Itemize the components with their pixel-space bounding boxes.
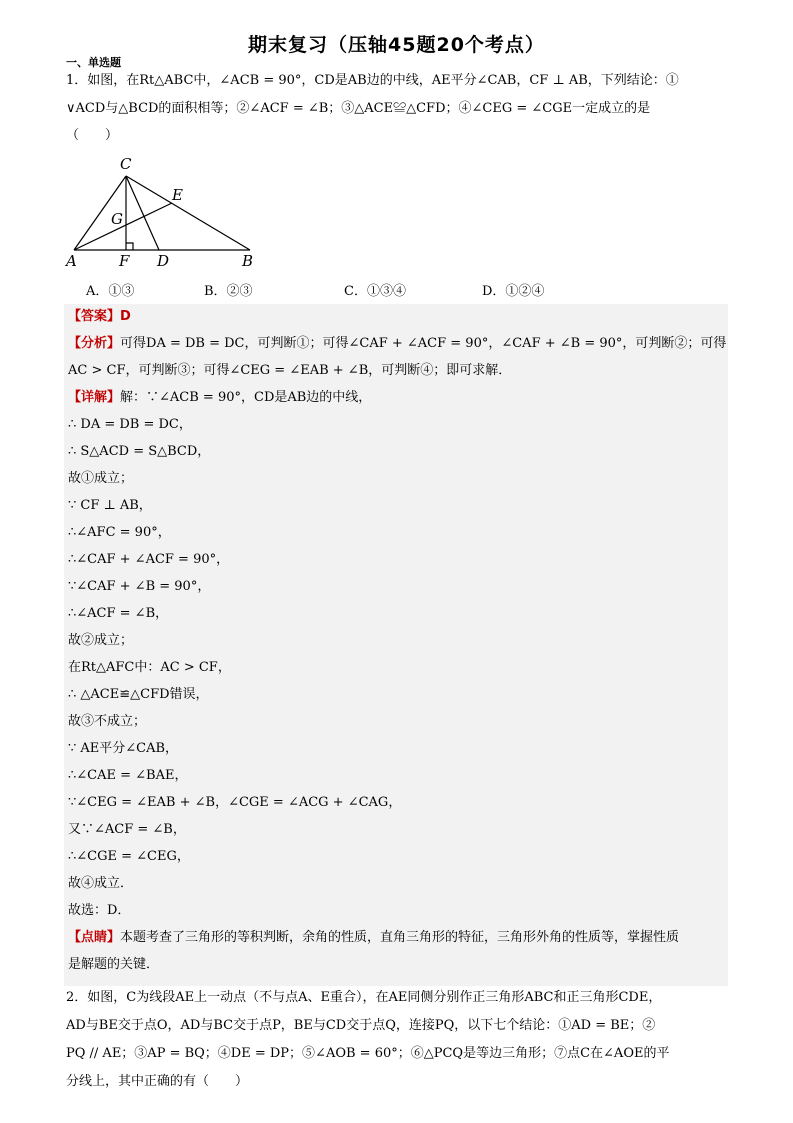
label-f: F bbox=[119, 252, 130, 270]
answer-choices bbox=[86, 280, 686, 298]
question-1-line-1: 1．如图，在Rt△ABC中，∠ACB = 90°，CD是AB边的中线，AE平分∠CAB，CF ⊥ AB，下列结论：① bbox=[66, 73, 679, 88]
step-line: ∴∠CAE = ∠BAE， bbox=[68, 768, 188, 783]
step-line: 故④成立． bbox=[68, 876, 134, 891]
step-line: 在Rt△AFC中：AC > CF， bbox=[68, 660, 231, 675]
step-line: ∵∠CAF + ∠B = 90°， bbox=[68, 579, 211, 594]
right-angle-mark bbox=[126, 243, 133, 250]
label-b: B bbox=[242, 252, 254, 270]
label-c: C bbox=[120, 155, 132, 173]
comment-tag: 【点睛】 bbox=[68, 930, 121, 945]
step-line: 又∵∠ACF = ∠B， bbox=[68, 822, 186, 837]
page-title: 期末复习（压轴45题20个考点） bbox=[248, 34, 545, 56]
question-2-line-4: 分线上，其中正确的有（ ） bbox=[66, 1074, 249, 1089]
analysis-line-1 bbox=[68, 335, 726, 353]
step-line: ∴∠ACF = ∠B， bbox=[68, 606, 169, 621]
answer-line bbox=[68, 308, 131, 326]
step-line: ∴ S△ACD = S△BCD， bbox=[68, 444, 211, 459]
answer-tag: 【答案】 bbox=[68, 309, 121, 324]
question-1-line-3: （ ） bbox=[66, 128, 119, 143]
step-line: ∴ DA = DB = DC， bbox=[68, 417, 192, 432]
bisector-ae bbox=[74, 203, 172, 250]
detail-line bbox=[68, 389, 371, 407]
choice-d[interactable]: D．①②④ bbox=[482, 284, 545, 299]
label-d: D bbox=[157, 252, 170, 270]
step-line: 故③不成立； bbox=[68, 714, 147, 729]
step-line: ∵∠CEG = ∠EAB + ∠B，∠CGE = ∠ACG + ∠CAG， bbox=[68, 795, 402, 810]
label-g: G bbox=[111, 210, 123, 228]
triangle-figure bbox=[62, 154, 262, 270]
step-line: ∵ AE平分∠CAB， bbox=[68, 741, 179, 756]
label-e: E bbox=[172, 186, 183, 204]
comment-text-1: 本题考查了三角形的等积判断，余角的性质，直角三角形的特征，三角形外角的性质等，掌握性质 bbox=[120, 930, 680, 945]
analysis-tag: 【分析】 bbox=[68, 336, 121, 351]
step-line: 故①成立； bbox=[68, 471, 134, 486]
analysis-line-2: AC > CF，可判断③；可得∠CEG = ∠EAB + ∠B，可判断④；即可求解． bbox=[68, 363, 512, 378]
question-2-line-2: AD与BE交于点O，AD与BC交于点P，BE与CD交于点Q，连接PQ，以下七个结论：①AD = BE；② bbox=[66, 1018, 656, 1033]
question-1-line-2: ∨ACD与△BCD的面积相等；②∠ACF = ∠B；③△ACE≌△CFD；④∠CEG = ∠CGE一定成立的是 bbox=[66, 101, 651, 116]
detail-tag: 【详解】 bbox=[68, 390, 121, 405]
question-2-line-3: PQ // AE；③AP = BQ；④DE = DP；⑤∠AOB = 60°；⑥△PCQ是等边三角形；⑦点C在∠AOE的平 bbox=[66, 1046, 670, 1061]
comment-line-2: 是解题的关键． bbox=[68, 957, 160, 972]
choice-c[interactable]: C．①③④ bbox=[344, 284, 406, 299]
analysis-text-1: 可得DA = DB = DC，可判断①；可得∠CAF + ∠ACF = 90°，∠CAF + ∠B = 90°，可判断②；可得 bbox=[120, 336, 727, 351]
choice-b[interactable]: B．②③ bbox=[204, 284, 253, 299]
segment-cb bbox=[126, 176, 250, 250]
step-line: ∴∠AFC = 90°， bbox=[68, 525, 171, 540]
step-line: ∴ △ACE≌△CFD错误， bbox=[68, 687, 209, 702]
median-cd bbox=[126, 176, 159, 250]
comment-line-1 bbox=[68, 929, 679, 947]
detail-text: 解：∵∠ACB = 90°，CD是AB边的中线， bbox=[120, 390, 372, 405]
answer-value: D bbox=[120, 309, 131, 324]
solution-panel bbox=[64, 304, 728, 986]
step-line: ∵ CF ⊥ AB， bbox=[68, 498, 152, 513]
step-line: 故选：D． bbox=[68, 903, 131, 918]
step-line: ∴∠CGE = ∠CEG， bbox=[68, 849, 190, 864]
choice-a[interactable]: A．①③ bbox=[86, 284, 135, 299]
label-a: A bbox=[66, 252, 77, 270]
step-line: ∴∠CAF + ∠ACF = 90°， bbox=[68, 552, 230, 567]
step-line: 故②成立； bbox=[68, 633, 134, 648]
question-2-line-1: 2．如图，C为线段AE上一动点（不与点A、E重合），在AE同侧分别作正三角形ABC和正三角形CDE， bbox=[66, 990, 662, 1005]
section-heading: 一、单选题 bbox=[66, 56, 121, 69]
